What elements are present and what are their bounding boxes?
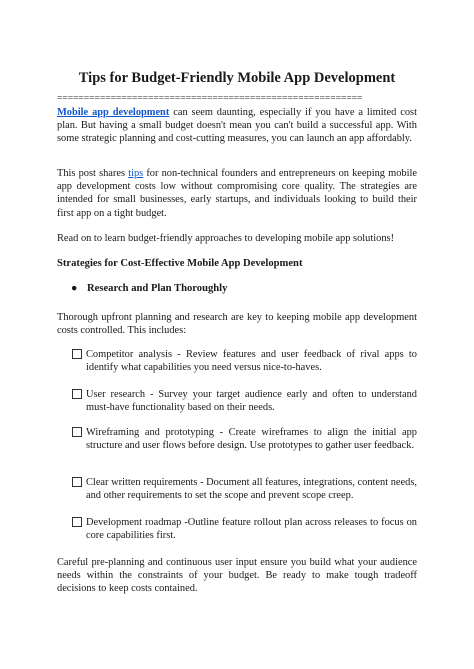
section-heading: Strategies for Cost-Effective Mobile App Development <box>57 258 303 269</box>
bullet-item <box>71 283 227 294</box>
checklist-text: Competitor analysis - Review features and user feedback of rival apps to identify what capabilities you need versus nice-to-haves. <box>86 349 417 374</box>
checklist-item <box>72 348 417 374</box>
fourth-paragraph <box>57 311 417 337</box>
para5-text: Careful pre-planning and continuous user input ensure you build what your audience needs within the constraints of your budget. Be ready to make tough tradeoff decisions to keep costs contained. <box>57 557 417 595</box>
fifth-paragraph <box>57 556 417 596</box>
mobile-app-development-link[interactable]: Mobile app development <box>57 107 170 118</box>
para2-after: for non-technical founders and entrepreneurs on keeping mobile app development costs low without compromising core quality. The strategies are intended for small businesses, early startups, and individuals looking to build their first app on a tight budget. <box>57 168 418 219</box>
checkbox-icon[interactable] <box>72 517 82 527</box>
second-paragraph <box>57 167 417 220</box>
checklist-text: Development roadmap -Outline feature rollout plan across releases to focus on core capabilities first. <box>86 517 417 542</box>
third-paragraph <box>57 232 417 245</box>
para2-before: This post shares <box>57 168 129 179</box>
checklist-text: Clear written requirements - Document all features, integrations, content needs, and other requirements to set the scope and prevent scope creep. <box>86 477 417 502</box>
intro-text: can seem daunting, especially if you have a limited cost plan. But having a small budget doesn't mean you can't build a successful app. With some strategic planning and cost-cutting measures, you can launch an app affordably. <box>57 107 417 145</box>
checkbox-icon[interactable] <box>72 427 82 437</box>
checkbox-icon[interactable] <box>72 477 82 487</box>
checklist-text: User research - Survey your target audience early and often to understand must-have functionality based on their needs. <box>86 389 417 414</box>
checklist-item <box>72 388 417 414</box>
para4-text: Thorough upfront planning and research are key to keeping mobile app development costs controlled. This includes: <box>57 312 417 337</box>
intro-paragraph <box>57 106 417 146</box>
bullet-dot-icon: ● <box>71 283 78 294</box>
checklist-text: Wireframing and prototyping - Create wireframes to align the initial app structure and user flows before design. Use prototypes to gather user feedback. <box>86 427 417 452</box>
divider-rule: ========================================================= <box>57 94 363 104</box>
para3-text: Read on to learn budget-friendly approaches to developing mobile app solutions! <box>57 233 395 244</box>
tips-link[interactable]: tips <box>128 168 144 179</box>
checklist-item <box>72 426 417 452</box>
checklist-item <box>72 476 417 502</box>
checkbox-icon[interactable] <box>72 349 82 359</box>
bullet-label: Research and Plan Thoroughly <box>87 283 228 294</box>
checklist-item <box>72 516 417 542</box>
page-title: Tips for Budget-Friendly Mobile App Development <box>78 70 396 86</box>
checkbox-icon[interactable] <box>72 389 82 399</box>
